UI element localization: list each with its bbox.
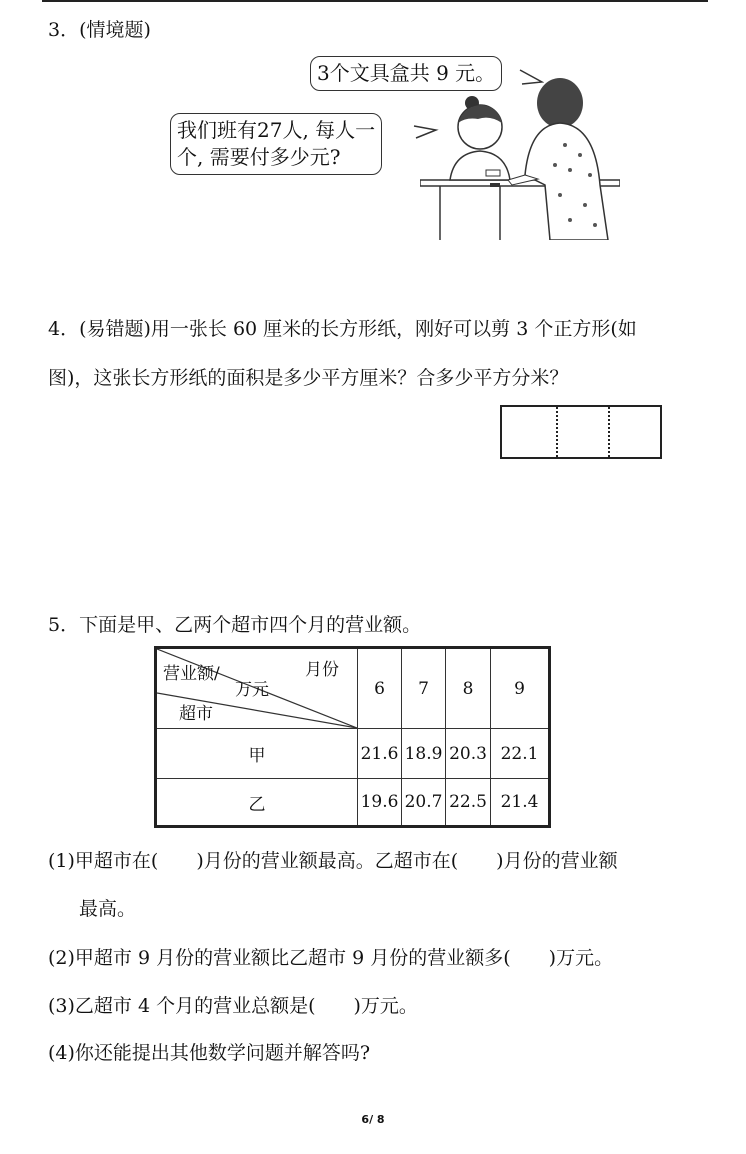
girl-speech-line1: 我们班有27人, 每人一 xyxy=(177,118,376,142)
table-row xyxy=(156,729,550,779)
q3-label: 3．(情境题) xyxy=(48,19,151,41)
q5-sub1-line2: 最高。 xyxy=(79,898,137,920)
seller-speech-bubble xyxy=(310,56,502,91)
month-cell: 8 xyxy=(446,648,491,729)
value-cell: 18.9 xyxy=(402,729,446,779)
header-amount: 营业额/ xyxy=(163,664,220,684)
q4-line1: 4．(易错题)用一张长 60 厘米的长方形纸，刚好可以剪 3 个正方形(如 xyxy=(48,318,637,340)
month-cell: 6 xyxy=(358,648,402,729)
q5-intro: 5．下面是甲、乙两个超市四个月的营业额。 xyxy=(48,614,422,636)
q5-sub4: (4)你还能提出其他数学问题并解答吗? xyxy=(48,1042,371,1064)
cut-line-2 xyxy=(608,407,610,457)
q5-sub3: (3)乙超市 4 个月的营业总额是( )万元。 xyxy=(48,995,418,1017)
page-number: 6/ 8 xyxy=(361,1113,385,1126)
store-cell: 甲 xyxy=(156,729,358,779)
store-cell: 乙 xyxy=(156,779,358,827)
value-cell: 20.7 xyxy=(402,779,446,827)
seller-bubble-tail xyxy=(510,62,544,90)
value-cell: 21.6 xyxy=(358,729,402,779)
value-cell: 22.1 xyxy=(491,729,550,779)
header-unit: 万元 xyxy=(235,680,269,700)
table-header-row xyxy=(156,648,550,729)
value-cell: 21.4 xyxy=(491,779,550,827)
header-store: 超市 xyxy=(179,704,213,724)
value-cell: 22.5 xyxy=(446,779,491,827)
q4-line2: 图)，这张长方形纸的面积是多少平方厘米？合多少平方分米？ xyxy=(48,367,569,389)
top-rule xyxy=(42,0,708,2)
table-row xyxy=(156,779,550,827)
table-corner-header xyxy=(156,648,358,729)
month-cell: 9 xyxy=(491,648,550,729)
sales-table xyxy=(154,646,551,828)
value-cell: 19.6 xyxy=(358,779,402,827)
rectangle-paper-figure xyxy=(500,405,662,459)
girl-speech-bubble xyxy=(170,113,382,175)
illustration xyxy=(420,75,620,240)
value-cell: 20.3 xyxy=(446,729,491,779)
header-month: 月份 xyxy=(305,660,339,680)
q5-sub1-line1: (1)甲超市在( )月份的营业额最高。乙超市在( )月份的营业额 xyxy=(48,850,618,872)
girl-bubble-tail xyxy=(410,118,440,148)
shop-scene-illustration xyxy=(420,75,620,240)
cut-line-1 xyxy=(556,407,558,457)
seller-speech-text: 3个文具盒共 9 元。 xyxy=(317,61,496,85)
month-cell: 7 xyxy=(402,648,446,729)
girl-speech-line2: 个, 需要付多少元? xyxy=(177,145,341,169)
q5-sub2: (2)甲超市 9 月份的营业额比乙超市 9 月份的营业额多( )万元。 xyxy=(48,947,614,969)
